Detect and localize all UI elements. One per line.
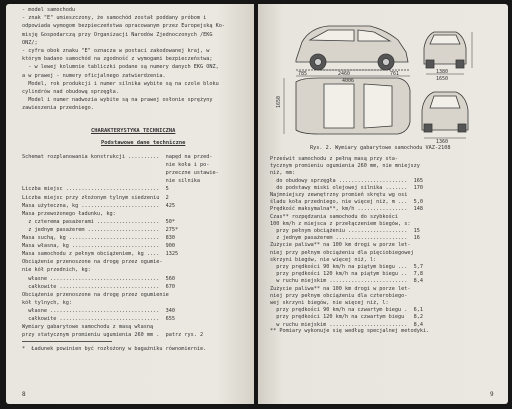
section-title: CHARAKTERYSTYKA TECHNICZNA — [91, 128, 176, 134]
dim-front-overhang: 785 — [298, 71, 308, 77]
text-line: w ruchu miejskim ......................... 8,4 — [270, 321, 424, 328]
text-line: całkowite ................................ 655 — [22, 316, 176, 322]
text-line: a w prawej - numery oficjalnego zatwierdzenia. — [22, 72, 166, 79]
text-line: śladu koła przedniego, nie więcej niż, m ... 5,0 — [270, 199, 424, 206]
text-line: Prędkość maksymalna**, km/h ................ 148 — [270, 206, 424, 213]
text-line: z jednym pasażerem ....................... 275* — [22, 226, 179, 233]
left-page — [6, 4, 254, 404]
text-line: przy prędkości 120 km/h na czwartym biegu 8,2 — [270, 314, 424, 321]
text-line: nie kół przednich, kg: — [22, 267, 91, 274]
text-line: - model samochodu — [22, 7, 76, 13]
text-line: skrzyni biegów, nie więcej niż, l: — [270, 256, 377, 263]
text-line: Najmniejszy zewnętrzny promień skrętu wg osi — [270, 192, 408, 198]
text-line: Masa samochodu z pełnym obciążeniem, kg .... 1325 — [22, 251, 179, 258]
right-page — [258, 4, 508, 404]
front-view-car — [424, 32, 466, 68]
text-line: własne ................................... 340 — [22, 307, 176, 314]
text-line: 100 km/h z miejsca z przełączeniem biegów, s: — [270, 220, 411, 227]
text-line: do podstawy miski olejowej silnika ....... 170 — [270, 184, 424, 191]
dim-front-width: 1650 — [436, 76, 449, 82]
text-line: nie silnika — [22, 178, 201, 185]
text-line: Obciążenie przenoszone na drogę przez ogumie- — [22, 259, 163, 266]
figure-caption: Rys. 2. Wymiary gabarytowe samochodu VAZ-2108 — [310, 145, 451, 151]
text-line: przy prędkości 120 km/h na piątym biegu .. 7,8 — [270, 271, 424, 278]
text-line: z jednym pasażerem ....................... 16 — [270, 235, 420, 242]
text-line: nie koła i po- — [22, 162, 210, 169]
dim-overall-length: 4006 — [342, 78, 355, 84]
text-line: Model, rok produkcji i numer silnika wybite są na czole bloku — [22, 80, 219, 87]
page-number-right: 9 — [490, 391, 494, 398]
text-line: - w lewej kolumnie tabliczki podane są numery danych EKG ONZ, — [22, 64, 219, 71]
text-line: z czterema pasażerami .................... 50* — [22, 218, 176, 225]
text-line: przy statycznym promieniu ugumienia 260 mm . patrz rys. 2 — [22, 332, 204, 339]
text-line: w ruchu miejskim ......................... 8,4 — [270, 278, 424, 285]
text-line: cylindrów nad obudową sprzęgła. — [22, 89, 119, 95]
text-line: całkowite ................................ 670 — [22, 283, 176, 290]
text-line: niż, mm: — [270, 170, 295, 177]
text-line: Masa suchą, kg ............................. 830 — [22, 235, 176, 241]
text-line: ONZ/; — [22, 39, 38, 46]
text-line: kół tylnych, kg: — [22, 299, 72, 306]
text-line: Masa przewożonego ładunku, kg: — [22, 210, 116, 217]
text-line: tycznym promieniu ogumienia 260 mm, nie mniejszy — [270, 163, 420, 170]
text-line: zawieszenia przedniego. — [22, 105, 94, 112]
dim-rear-overhang: 761 — [390, 71, 400, 77]
dim-front-track: 1380 — [436, 69, 449, 75]
text-line: Wymiary gabarytowe samochodu z masą własną — [22, 324, 154, 331]
side-view-car — [296, 26, 410, 70]
footnote-right: ** Pomiary wykonuje się według specjalnej metodyki. — [270, 328, 430, 334]
text-line: przy pełnym obciążeniu ................... 15 — [270, 228, 420, 234]
dimensions-figure — [258, 4, 508, 144]
text-line: Zużycie paliwa** na 100 km drogi w porze let- — [270, 285, 411, 292]
text-line: własne ................................... 560 — [22, 275, 176, 282]
section-subtitle: Podstawowe dane techniczne — [101, 140, 186, 146]
text-line: przy prędkości 90 km/h na piątym biegu ... 5,7 — [270, 264, 424, 270]
text-line: Prześwit samochodu z pełną masą przy sta- — [270, 156, 399, 162]
dim-rear-track: 1360 — [436, 139, 449, 144]
text-line: Zużycie paliwa** na 100 km drogi w porze let- — [270, 242, 411, 249]
text-line: wej skrzyni biegów, nie więcej niż, l: — [270, 300, 389, 306]
text-line: Model i numer nadwozia wybite są na prawej osłonie sprężyny — [22, 97, 213, 104]
rear-view-car — [422, 92, 468, 132]
text-line: którym badano samochód na zgodność z wymogami bezpieczeństwa; — [22, 56, 213, 63]
text-line: do obudowy sprzęgła ...................... 165 — [270, 177, 424, 184]
text-line: przy prędkości 90 km/h na czwartym biegu . 6,1 — [270, 307, 424, 314]
text-line: * Ładunek powinien być rozłożony w bagażniku równomiernie. — [22, 346, 207, 352]
page-number-left: 8 — [22, 391, 26, 398]
top-view-car — [296, 78, 410, 134]
dim-top-width: 1650 — [276, 95, 282, 108]
text-line: niej przy pełnym obciążeniu dla pięciobiegowej — [270, 249, 414, 256]
text-line: Liczba miejsc przy złożonym tylnym siedzeniu 2 — [22, 194, 169, 201]
text-line: Masa własna, kg ............................ 900 — [22, 243, 176, 250]
text-line: misję Gospodarczą przy Organizacji Narodów Zjednoczonych /EKG — [22, 31, 213, 38]
text-line: - cyfra obok znaku "E" oznacza w postaci zakodowanej kraj, w — [22, 48, 210, 54]
text-line: - znak "E" umieszczony, że samochód został poddany próbom i — [22, 15, 207, 22]
dim-wheelbase: 2460 — [338, 71, 351, 77]
text-line: odpowiada wymogom bezpieczeństwa opracowanym przez Europejską Ko- — [22, 23, 226, 30]
text-line: Masa użyteczna, kg ......................... 425 — [22, 202, 176, 209]
footnote-rule — [22, 341, 112, 342]
text-line: niej przy pełnym obciążeniu dla czterobiego- — [270, 292, 408, 299]
text-line: Obciążenie przenoszone na drogę przez ogumienie — [22, 291, 169, 298]
text-line: Schemat rozplanowania konstrukcji .......... napęd na przed- — [22, 154, 213, 160]
text-line: Liczba miejsc .............................. 5 — [22, 186, 169, 193]
text-line: Czas** rozpędzania samochodu do szybkości — [270, 213, 399, 220]
text-line: przeczne ustawie- — [22, 170, 219, 177]
